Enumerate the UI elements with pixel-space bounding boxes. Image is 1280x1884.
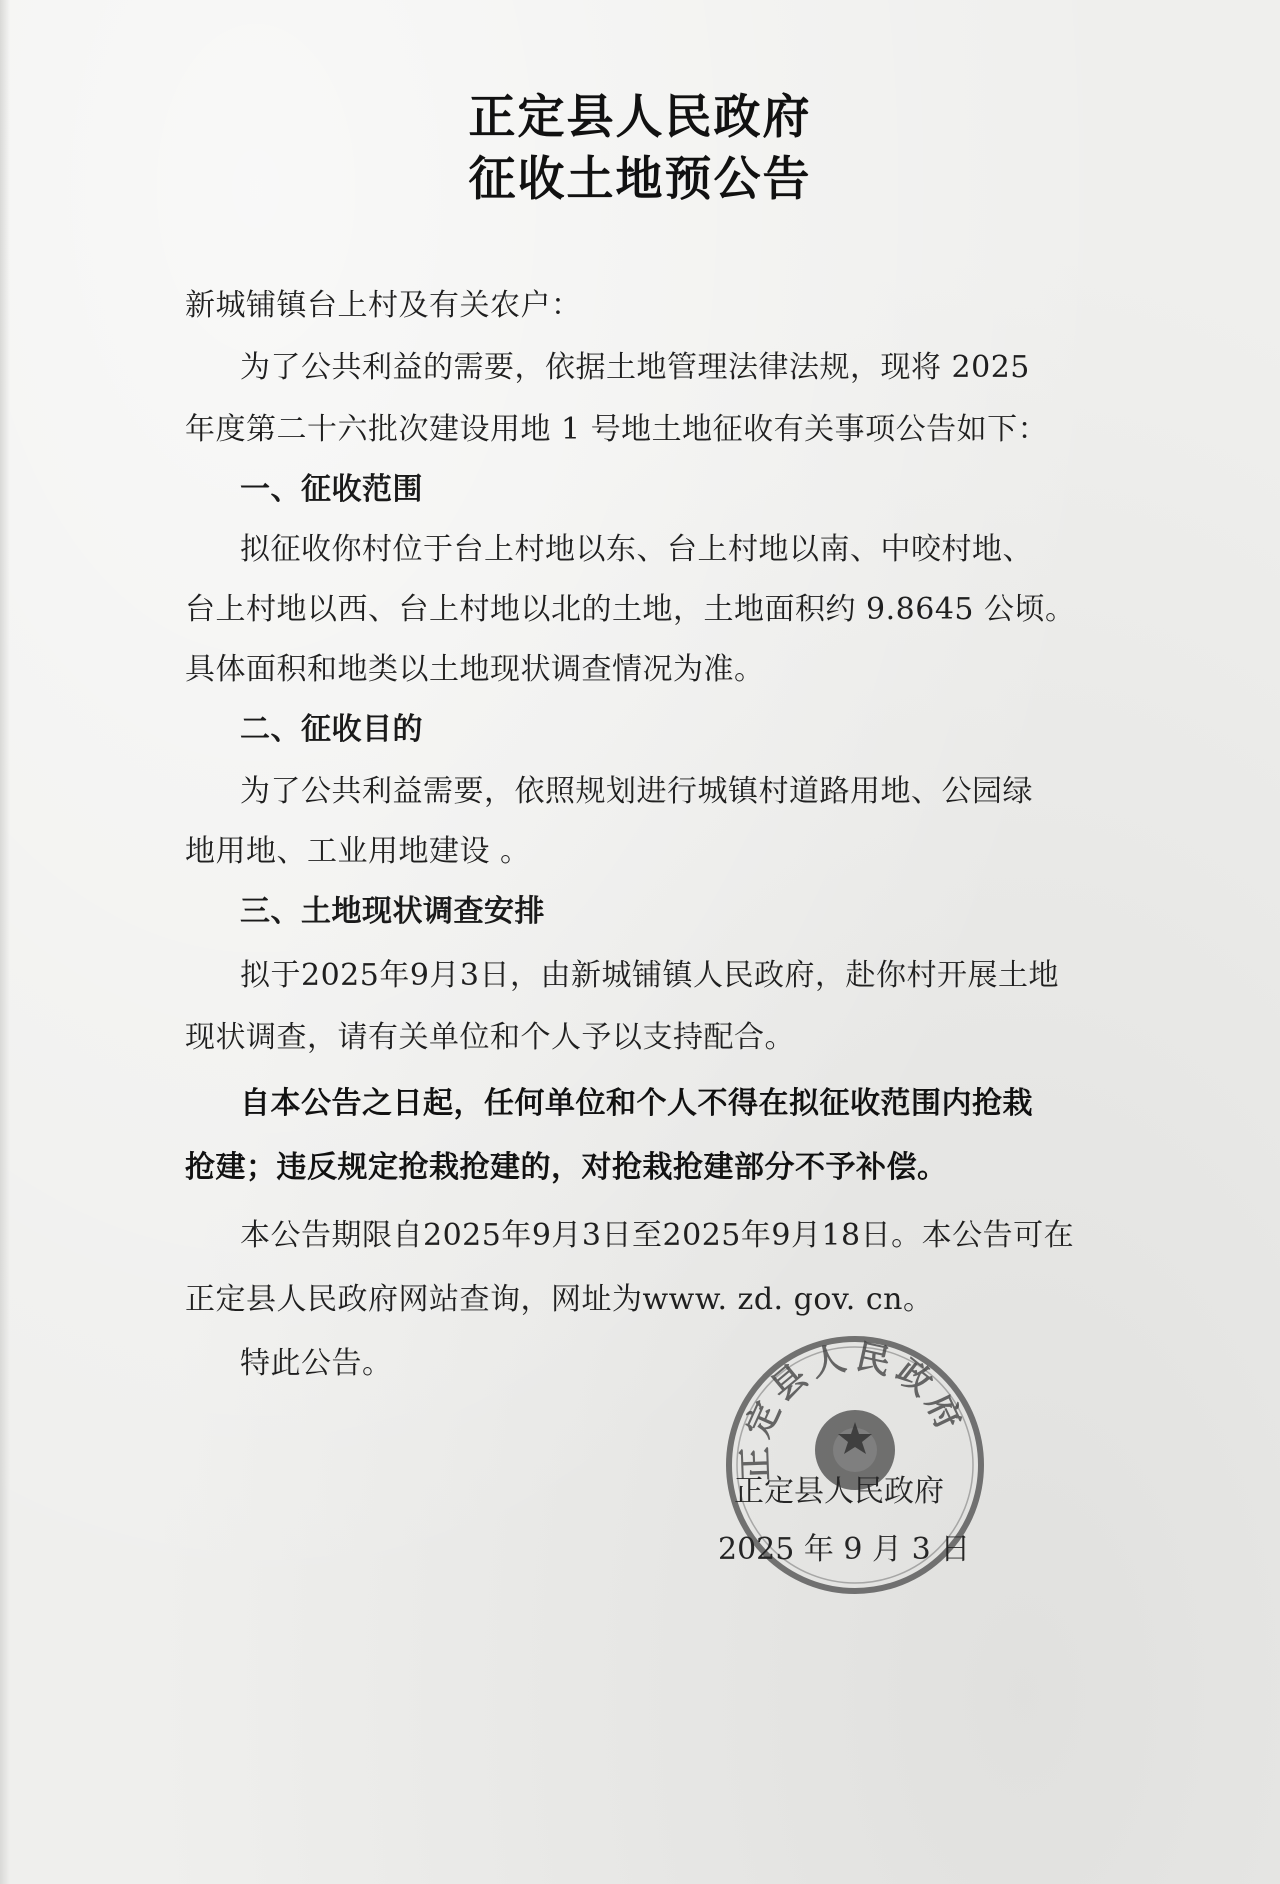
seal-text: 正定县人民政府 (735, 1336, 972, 1482)
period-line-1: 本公告期限自2025年9月3日至2025年9月18日。本公告可在 (240, 1218, 1075, 1253)
warning-line-1: 自本公告之日起，任何单位和个人不得在拟征收范围内抢栽 (240, 1086, 1033, 1121)
signature-org: 正定县人民政府 (734, 1474, 944, 1509)
scope-line-3: 具体面积和地类以土地现状调查情况为准。 (185, 652, 765, 687)
title-line-2: 征收土地预公告 (468, 152, 812, 207)
scope-line-2: 台上村地以西、台上村地以北的土地，土地面积约 9.8645 公顷。 (185, 592, 1076, 627)
survey-line-1: 拟于2025年9月3日，由新城铺镇人民政府，赴你村开展土地 (240, 958, 1060, 993)
period-line-2: 正定县人民政府网站查询，网址为www. zd. gov. cn。 (185, 1282, 934, 1317)
intro-line-2: 年度第二十六批次建设用地 1 号地土地征收有关事项公告如下： (185, 412, 1049, 447)
title-line-1: 正定县人民政府 (468, 90, 812, 145)
warning-line-2: 抢建；违反规定抢栽抢建的，对抢栽抢建部分不予补偿。 (185, 1150, 948, 1185)
purpose-heading: 二、征收目的 (240, 712, 423, 747)
scope-heading: 一、征收范围 (240, 472, 423, 507)
scope-line-1: 拟征收你村位于台上村地以东、台上村地以南、中咬村地、 (240, 532, 1033, 567)
survey-line-2: 现状调查，请有关单位和个人予以支持配合。 (185, 1020, 795, 1055)
intro-line-1: 为了公共利益的需要，依据土地管理法律法规，现将 2025 (240, 350, 1030, 385)
purpose-line-1: 为了公共利益需要，依照规划进行城镇村道路用地、公园绿 (240, 774, 1033, 809)
closing-text: 特此公告。 (240, 1346, 393, 1381)
signature-date: 2025 年 9 月 3 日 (718, 1532, 971, 1567)
purpose-line-2: 地用地、工业用地建设 。 (185, 834, 531, 869)
scan-edge (0, 0, 10, 1884)
salutation: 新城铺镇台上村及有关农户： (185, 288, 582, 323)
survey-heading: 三、土地现状调查安排 (240, 894, 545, 929)
